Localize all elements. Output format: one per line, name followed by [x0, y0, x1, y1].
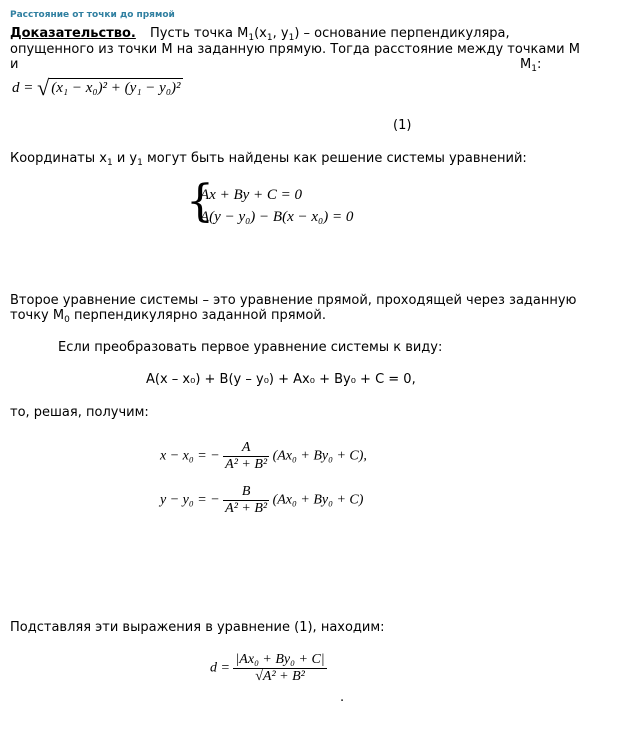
solution-y: y − y₀ = − $\frac{B}{\text{A² + B²}}$ (Ax₀ + By₀ + C) [160, 484, 364, 516]
solution-y-fraction: $\frac{B}{\text{A² + B²}}$ [225, 484, 268, 516]
final-dot: . [340, 690, 345, 705]
substitute-text: Подставляя эти выражения в уравнение (1), находим: [10, 620, 385, 635]
second-eq-line-1: Второе уравнение системы – это уравнение прямой, проходящей через заданную [10, 293, 577, 308]
coordinates-text: Координаты $x_1$ и $y_1$ могут быть найдены как решение системы уравнений: [10, 151, 527, 168]
equation-number: (1) [393, 118, 412, 133]
system-eq-1: Ax + By + C = 0 [200, 187, 303, 203]
solution-x-fraction: $\frac{A}{\text{A² + B²}}$ [225, 440, 268, 472]
second-eq-line-2: точку $M_0$ перпендикулярно заданной прямой. [10, 308, 326, 325]
distance-formula: d = √ (x₁ − x₀)² + (y₁ − y₀)² [12, 75, 181, 100]
final-formula: d = $\frac{\text{|Ax₀ + By₀ + C|}}{\text{√A² + B²}}$ [210, 652, 325, 684]
equation-system [186, 176, 354, 228]
proof-line-3-and: и [10, 57, 19, 72]
transform-text: Если преобразовать первое уравнение системы к виду: [58, 340, 443, 355]
final-fraction: $\frac{\text{|Ax₀ + By₀ + C|}}{\text{√A² + B²}}$ [235, 652, 325, 684]
proof-line-1 [10, 26, 540, 42]
section-heading: Расстояние от точки до прямой [10, 10, 175, 20]
system-eq-2: A(y − y₀) − B(x − x₀) = 0 [200, 209, 354, 225]
proof-line-2: опущенного из точки M на заданную прямую. Тогда расстояние между точками M [10, 42, 580, 57]
sqrt-body: (x₁ − x₀)² + (y₁ − y₀)² [51, 80, 181, 96]
final-denominator: √A² + B² [233, 668, 326, 685]
proof-line-3-point: $M_1$: [520, 57, 542, 74]
proof-text: Пусть точка $M_1(x_1$, $y_1$) – основание перпендикуляра, [150, 26, 510, 43]
solution-x: x − x₀ = − $\frac{A}{\text{A² + B²}}$ (Ax₀ + By₀ + C), [160, 440, 367, 472]
sqrt-sign: √ [37, 75, 50, 100]
proof-label: Доказательство. [10, 26, 136, 41]
transform-equation: A(x – x₀) + B(y – y₀) + Ax₀ + By₀ + C = 0, [146, 372, 416, 387]
system-brace: { [186, 176, 214, 227]
solve-text: то, решая, получим: [10, 405, 149, 420]
